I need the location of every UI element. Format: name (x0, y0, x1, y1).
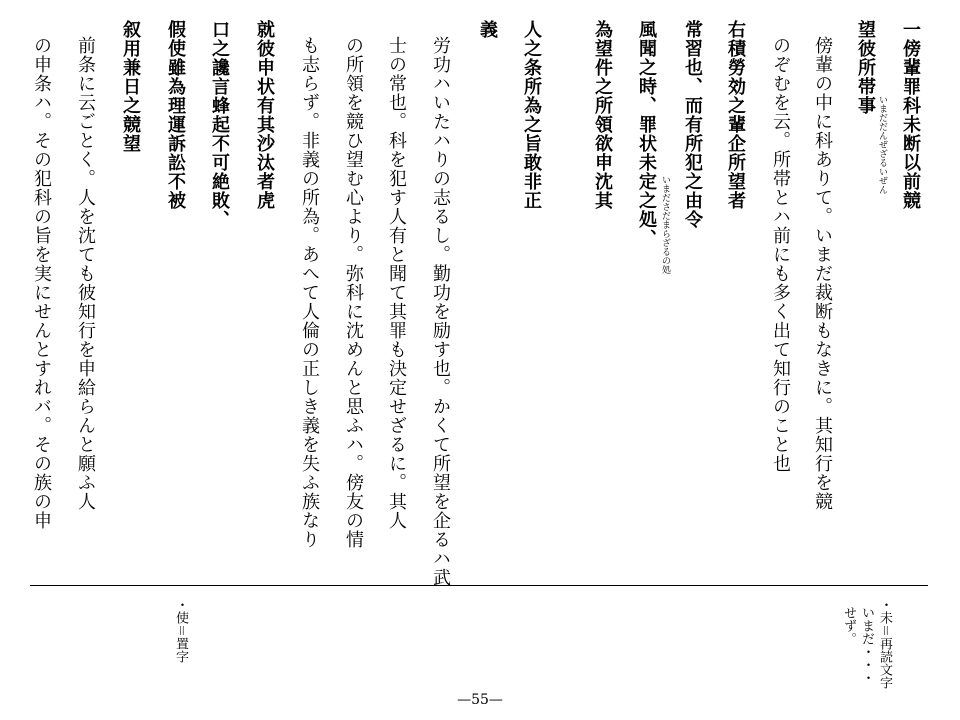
page-number: —55— (457, 692, 503, 708)
column-19: 前条に云ごとく。人を沈ても彼知行を申給らんと願ふ人 (75, 36, 96, 511)
column-5: 右積勞効之輩企所望者 (725, 20, 746, 210)
column-8: 為望件之所領欲申沈其 (592, 20, 613, 210)
column-1: 一傍輩罪科未断以前競 (900, 20, 921, 210)
note-left: ・使＝置字 (173, 598, 188, 664)
note-right-2: いまだ・・・ (859, 606, 874, 684)
column-4: のぞむを云。所帯とハ前にも多く出て知行のこと也 (770, 36, 791, 473)
note-right: ・未＝再読文字 (877, 598, 892, 690)
note-right-3: せず。 (841, 606, 856, 645)
column-9: 人之条所為之旨敢非正 (521, 20, 542, 210)
column-13: の所領を競ひ望む心より。弥科に沈めんと思ふハ。傍友の情 (343, 36, 364, 549)
column-10: 義 (477, 20, 498, 39)
column-20: の申条ハ。その犯科の旨を実にせんとすれバ。その族の申 (31, 36, 52, 530)
column-15: 就彼申状有其沙汰者虎 (254, 20, 275, 210)
ruby-annotation-1: いまだだんぜざるいぜん (877, 95, 887, 194)
column-6: 常習也、而有所犯之由令 (682, 20, 703, 229)
column-18: 叙用兼日之競望 (120, 20, 141, 153)
column-3: 傍輩の中に科ありて。いまだ裁断もなきに。其知行を競 (812, 36, 833, 511)
separator-rule (30, 585, 928, 586)
column-11: 労功ハいたハりの志るし。勤功を励す也。かくて所望を企るハ武 (430, 36, 451, 587)
column-7: 風聞之時、罪状未定之処、 (636, 20, 657, 248)
column-2: 望彼所帯事 (855, 20, 876, 115)
column-14: も志らず。非義の所為。あへて人倫の正しき義を失ふ族なり (299, 36, 320, 549)
column-12: 士の常也。科を犯す人有と聞て其罪も決定せざるに。其人 (386, 36, 407, 530)
column-17: 假使雖為理運訴訟不被 (165, 20, 186, 210)
column-16: 口之讒言蜂起不可絶敗、 (209, 20, 230, 229)
ruby-annotation-2: いまださだまらざるの処 (660, 175, 670, 274)
